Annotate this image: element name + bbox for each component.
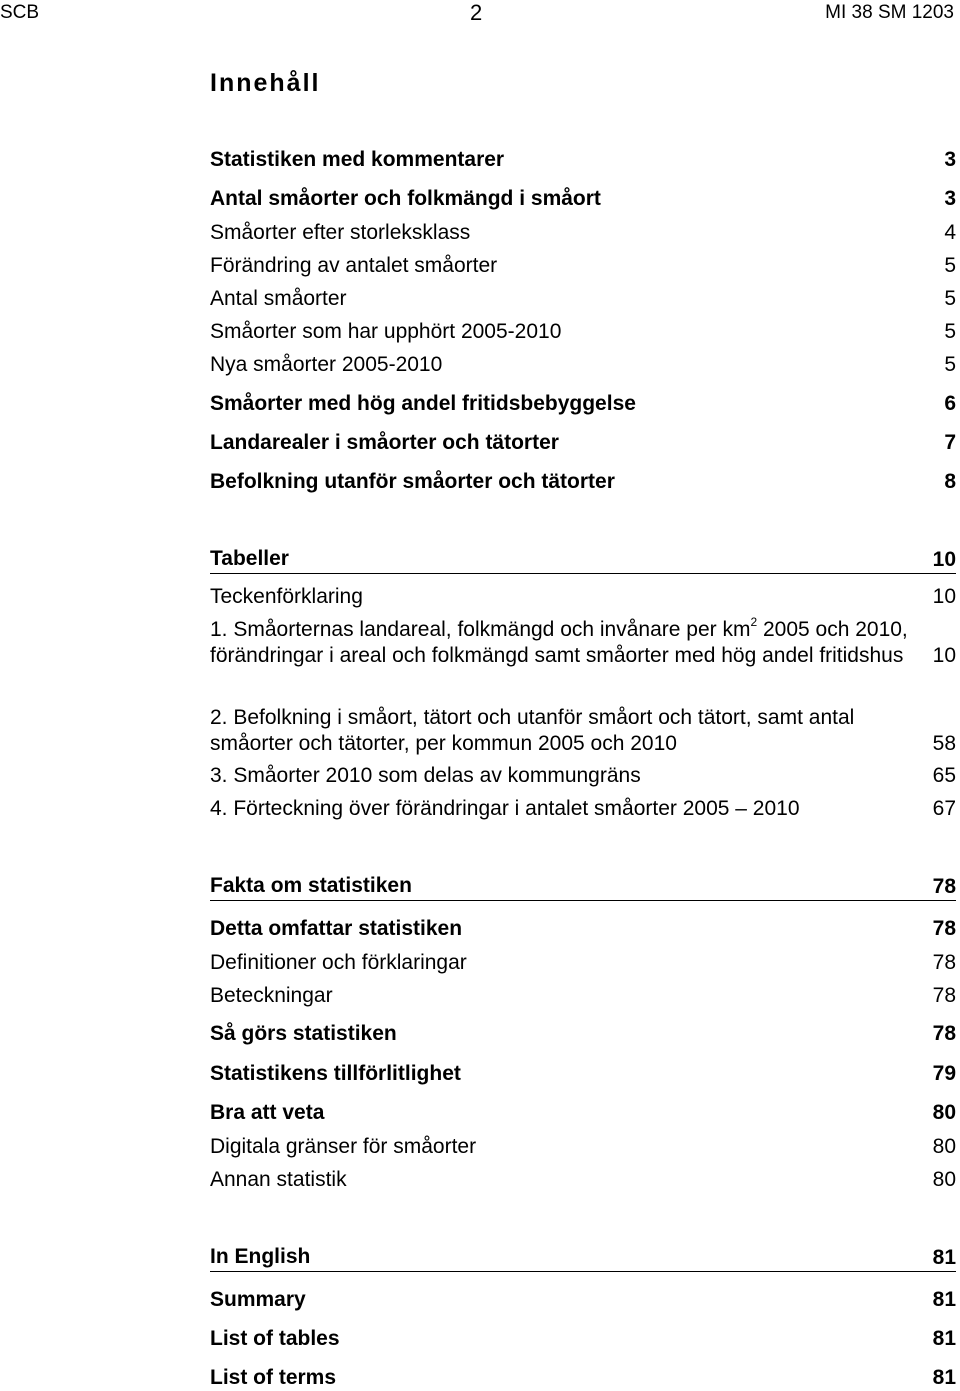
- toc-page-number: 80: [932, 1168, 956, 1191]
- toc-page-number: 7: [944, 431, 956, 454]
- toc-entry[interactable]: Beteckningar 78: [210, 984, 956, 1007]
- toc-entry[interactable]: Detta omfattar statistiken 78: [210, 917, 956, 940]
- toc-page-number: 79: [932, 1062, 956, 1085]
- toc-page-number: 81: [932, 1327, 956, 1350]
- toc-section-heading[interactable]: Fakta om statistiken 78: [210, 873, 956, 901]
- toc-section-heading[interactable]: In English 81: [210, 1244, 956, 1272]
- toc-entry[interactable]: List of tables 81: [210, 1327, 956, 1350]
- toc-entry[interactable]: Antal småorter 5: [210, 287, 956, 310]
- toc-entry[interactable]: Statistiken med kommentarer 3: [210, 148, 956, 171]
- toc-entry[interactable]: 1. Småorternas landareal, folkmängd och invånare per $km^2$ 2005 och 2010, förändringar i areal och folkmängd samt småorter med hög andel fritidshus 10: [210, 615, 956, 667]
- toc-entry[interactable]: Befolkning utanför småorter och tätorter 8: [210, 470, 956, 493]
- toc-page-number: 81: [932, 1366, 956, 1389]
- toc-page-number: 78: [932, 951, 956, 974]
- toc-page-number: 8: [944, 470, 956, 493]
- toc-entry[interactable]: Summary 81: [210, 1288, 956, 1311]
- toc-entry[interactable]: 3. Småorter 2010 som delas av kommungräns 65: [210, 764, 956, 787]
- toc-section-heading[interactable]: Tabeller 10: [210, 546, 956, 574]
- toc-page-number: 67: [932, 797, 956, 820]
- toc-page-number: 78: [932, 1022, 956, 1045]
- toc-page-number: 78: [932, 984, 956, 1007]
- toc-entry[interactable]: Så görs statistiken 78: [210, 1022, 956, 1045]
- toc-entry[interactable]: 4. Förteckning över förändringar i antalet småorter 2005 – 2010 67: [210, 797, 956, 820]
- toc-page-number: 78: [932, 875, 956, 898]
- toc-entry[interactable]: List of terms 81: [210, 1366, 956, 1389]
- toc-page-number: 3: [944, 187, 956, 210]
- toc-entry[interactable]: Småorter som har upphört 2005-2010 5: [210, 320, 956, 343]
- toc-page-number: 80: [932, 1101, 956, 1124]
- toc-entry[interactable]: Landarealer i småorter och tätorter 7: [210, 431, 956, 454]
- toc-page-number: 5: [944, 320, 956, 343]
- toc-entry[interactable]: Statistikens tillförlitlighet 79: [210, 1062, 956, 1085]
- toc-page-number: 65: [932, 764, 956, 787]
- toc-page-number: 3: [944, 148, 956, 171]
- toc-entry[interactable]: Förändring av antalet småorter 5: [210, 254, 956, 277]
- toc-page-number: 10: [932, 644, 956, 667]
- toc-entry[interactable]: Annan statistik 80: [210, 1168, 956, 1191]
- toc-page-number: 80: [932, 1135, 956, 1158]
- toc-page-number: 10: [932, 548, 956, 571]
- toc-entry[interactable]: Småorter efter storleksklass 4: [210, 221, 956, 244]
- toc-page-number: 10: [932, 585, 956, 608]
- toc-entry[interactable]: Antal småorter och folkmängd i småort 3: [210, 187, 956, 210]
- header-publisher: SCB: [0, 2, 40, 23]
- toc-entry[interactable]: Definitioner och förklaringar 78: [210, 951, 956, 974]
- toc-page-number: 81: [932, 1288, 956, 1311]
- toc-page-number: 5: [944, 353, 956, 376]
- toc-entry[interactable]: Teckenförklaring 10: [210, 585, 956, 608]
- toc-entry[interactable]: 2. Befolkning i småort, tätort och utanför småort och tätort, samt antal småorter och tätorter, per kommun 2005 och 2010 58: [210, 706, 956, 755]
- toc-page-number: 4: [944, 221, 956, 244]
- page-number: 2: [470, 0, 483, 25]
- toc-page-number: 5: [944, 254, 956, 277]
- toc-entry[interactable]: Småorter med hög andel fritidsbebyggelse 6: [210, 392, 956, 415]
- toc-entry[interactable]: Bra att veta 80: [210, 1101, 956, 1124]
- toc-entry[interactable]: Digitala gränser för småorter 80: [210, 1135, 956, 1158]
- header-report-id: MI 38 SM 1203: [825, 2, 954, 23]
- toc-page-number: 78: [932, 917, 956, 940]
- toc-page-number: 6: [944, 392, 956, 415]
- toc-page-number: 58: [932, 732, 956, 755]
- toc-page-number: 5: [944, 287, 956, 310]
- toc-page-number: 81: [932, 1246, 956, 1269]
- toc-entry[interactable]: Nya småorter 2005-2010 5: [210, 353, 956, 376]
- page-title: Innehåll: [210, 69, 321, 97]
